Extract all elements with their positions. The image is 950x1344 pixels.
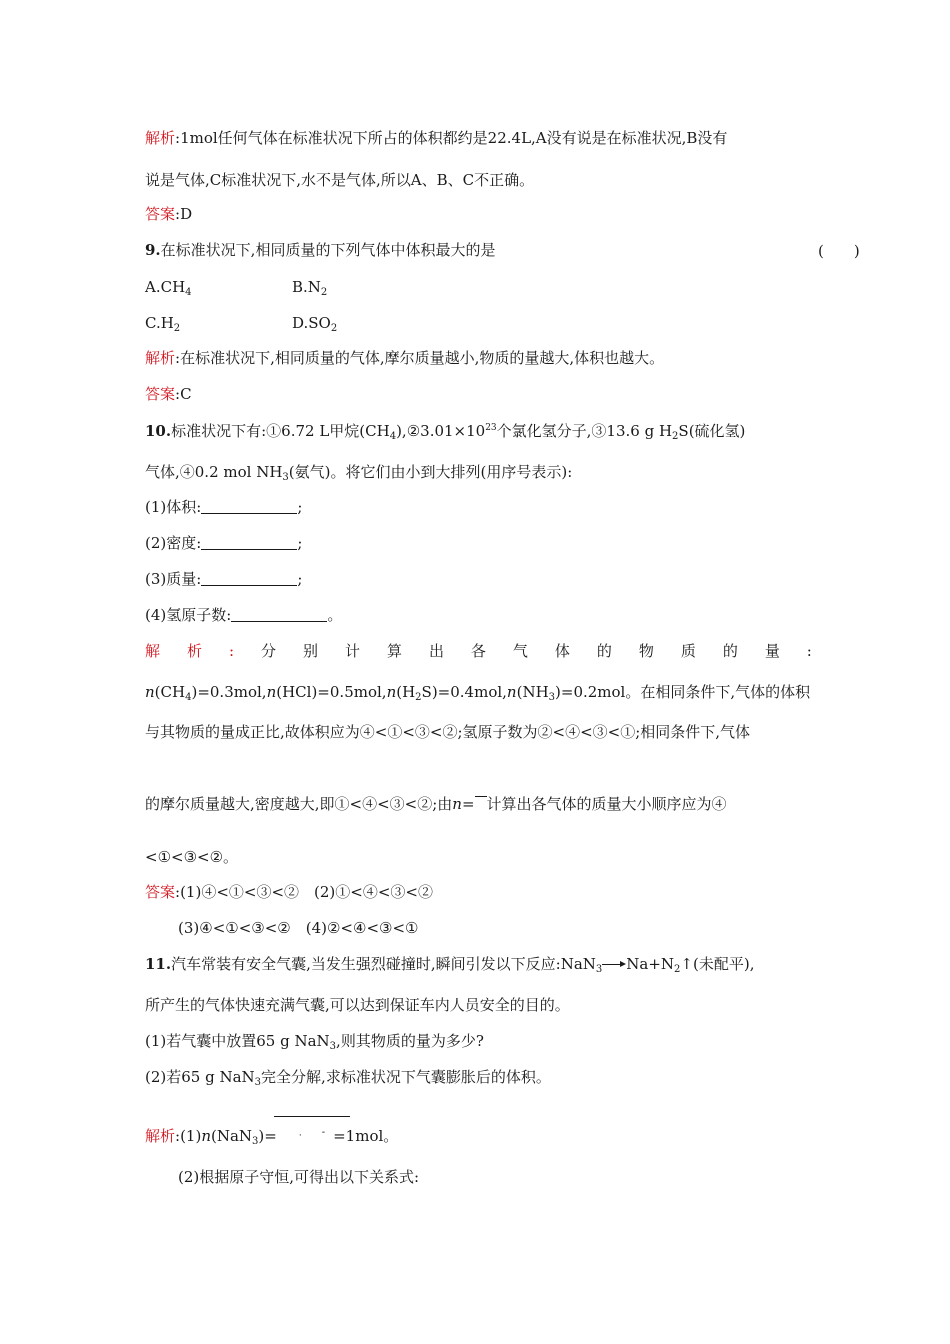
q10-answer-1: :(1)④<①<③<② (2)①<④<③<② [175,883,433,901]
q11-sol-c: )= [258,1127,277,1145]
q11-part-1-a: (1)若气囊中放置65 g NaN [145,1032,330,1050]
q10-part-2-end: ; [297,534,303,552]
q11-part-1-sub: 3 [329,1041,337,1052]
q10-part-2 [145,533,302,553]
q10-part-4-label: (4)氢原子数: [145,606,232,624]
spread-char: 各 [470,642,486,660]
q10-line-f-a: 的摩尔质量越大,密度越大,即①<④<③<②;由 [145,795,453,813]
q10-explanation-line-f [145,794,727,814]
calc-part: (H [396,683,416,701]
spread-char: 算 [386,642,402,660]
spread-char: 解 [145,642,161,660]
q10-part-1-end: ; [297,498,303,516]
q10-part-4-end: 。 [327,606,343,624]
calc-part: )=0.3mol, [191,683,267,701]
answer-label: 答案 [145,883,176,901]
q10-part-3 [145,569,302,589]
q9-option-a-sub: 4 [185,287,192,298]
fraction-dot: · [298,1131,302,1141]
q8-explanation-text: :1mol任何气体在标准状况下所占的体积都约是22.4L,A没有说是在标准状况,B没有 [175,129,728,147]
q9-answer-value: :C [175,385,192,403]
calc-sub: 2 [415,692,422,703]
q11-solution-1 [145,1123,398,1146]
answer-blank[interactable] [231,607,327,622]
q9-option-c-text: C.H [145,314,174,332]
var-n: n [452,795,462,813]
q11-line2-text: 所产生的气体快速充满气囊,可以达到保证车内人员安全的目的。 [145,996,570,1014]
q10-stem-a: 标准状况下有:①6.72 L甲烷(CH [171,422,390,440]
q11-part-2 [145,1067,551,1087]
spread-char: : [806,642,812,660]
q11-part-1-b: ,则其物质的量为多少? [336,1032,484,1050]
q10-line2-sub: 3 [282,472,289,483]
spread-char: 出 [428,642,444,660]
q9-answer-paren: ( ) [818,242,860,260]
q11-sol-sub: 3 [252,1136,259,1147]
q10-answer-line-1 [145,882,433,902]
q9-explanation [145,348,664,368]
q9-option-a [145,277,192,297]
answer-label: 答案 [145,205,176,223]
var-n: n [386,683,397,701]
q10-answer-line-2 [178,918,418,938]
spread-char: 别 [302,642,318,660]
q9-option-a-text: A.CH [145,278,186,296]
q10-stem-line-2 [145,462,572,482]
explanation-label: 解析 [145,129,176,147]
spread-char: 计 [344,642,360,660]
calc-part: (NH [516,683,549,701]
q11-part-1 [145,1031,484,1051]
q10-stem-a-sub: 4 [389,431,397,442]
q11-number: 11. [145,955,172,973]
answer-label: 答案 [145,385,176,403]
answer-blank[interactable] [201,499,297,514]
q9-option-c-sub: 2 [173,323,181,334]
q10-explanation-line-g [145,847,238,867]
q11-stem-c: ↑(未配平), [680,955,755,973]
calc-sub: 3 [548,692,556,703]
q11-sol-b: (NaN [211,1127,253,1145]
q8-answer [145,204,192,224]
q10-part-3-label: (3)质量: [145,570,202,588]
calc-part: (CH [154,683,186,701]
spread-char: 气 [512,642,528,660]
fraction-bar [274,1116,350,1117]
q10-part-3-end: ; [297,570,303,588]
q11-sol-a: :(1) [175,1127,202,1145]
spread-char: 质 [680,642,696,660]
var-n: n [145,683,155,701]
q11-sol2-text: (2)根据原子守恒,可得出以下关系式: [178,1168,420,1186]
q10-part-4 [145,605,342,625]
spread-char: 析 [186,642,202,660]
q9-option-d [292,313,337,333]
q11-part-2-b: 完全分解,求标准状况下气囊膨胀后的体积。 [261,1068,551,1086]
q10-stem-b: ),②3.01×10 [396,422,486,440]
q11-solution-2 [178,1167,419,1187]
q9-option-b-sub: 2 [320,287,328,298]
q10-stem-c: 个氯化氢分子,③13.6 g H [496,422,673,440]
calc-sub: 4 [185,692,192,703]
answer-blank[interactable] [201,535,297,550]
q10-part-2-label: (2)密度: [145,534,202,552]
q10-line-g-text: <①<③<②。 [145,848,239,866]
q10-calc-line [145,682,810,702]
var-n: n [266,683,277,701]
q10-explanation-line-e [145,722,750,742]
q10-line-f-c: 计算出各气体的质量大小顺序应为④ [486,795,727,813]
q10-stem-c-sub: 2 [672,431,679,442]
var-n: n [201,1127,211,1145]
q10-line2-b: (氨气)。将它们由小到大排列(用序号表示): [288,463,573,481]
q10-stem-d: S(硫化氢) [678,422,746,440]
answer-blank[interactable] [201,571,297,586]
q10-part-1 [145,497,302,517]
calc-part: )=0.2mol。在相同条件下,气体的体积 [555,683,811,701]
q9-option-d-sub: 2 [330,323,338,334]
q11-stem-line-2 [145,995,570,1015]
q10-line-e-text: 与其物质的量成正比,故体积应为④<①<③<②;氢原子数为②<④<③<①;相同条件下,气体 [145,723,751,741]
reaction-arrow-icon [602,960,626,970]
spread-char: 物 [638,642,654,660]
q10-stem-b-sup: 23 [485,423,497,433]
fraction-bar [475,796,487,797]
q9-option-d-text: D.SO [292,314,331,332]
explanation-label: 解析 [145,1127,176,1145]
q11-stem [145,954,754,974]
q9-stem-text: 在标准状况下,相同质量的下列气体中体积最大的是 [160,241,496,259]
q11-part-2-sub: 3 [254,1077,262,1088]
q9-answer [145,384,192,404]
q8-explanation-text-2: 说是气体,C标准状况下,水不是气体,所以A、B、C不正确。 [145,171,535,189]
q11-stem-b-sub: 2 [674,964,681,975]
q10-stem [145,421,745,441]
q8-explanation-line-2 [145,170,534,190]
spread-char: : [228,642,235,660]
q9-explanation-text: :在标准状况下,相同质量的气体,摩尔质量越小,物质的量越大,体积也越大。 [175,349,665,367]
calc-part: (HCl)=0.5mol, [276,683,387,701]
q11-stem-a-sub: 3 [595,964,603,975]
explanation-label: 解析 [145,349,176,367]
q11-part-2-a: (2)若65 g NaN [145,1068,255,1086]
q9-option-c [145,313,180,333]
q10-line-f-eq: = [461,795,475,813]
q10-number: 10. [145,422,172,440]
fraction-dash: - [321,1127,326,1138]
calc-part: S)=0.4mol, [421,683,507,701]
q10-line2-a: 气体,④0.2 mol NH [145,463,283,481]
q11-stem-b: Na+N [626,955,675,973]
q8-explanation-line-1 [145,128,727,148]
q8-answer-value: :D [175,205,193,223]
var-n: n [506,683,517,701]
q10-part-1-label: (1)体积: [145,498,202,516]
q10-answer-2: (3)④<①<③<② (4)②<④<③<① [178,919,419,937]
spread-char: 量 [764,642,780,660]
q11-stem-a: 汽车常装有安全气囊,当发生强烈碰撞时,瞬间引发以下反应:NaN [171,955,596,973]
spread-char: 的 [722,642,738,660]
spread-char: 分 [261,642,277,660]
q10-explanation-spread [145,641,812,661]
q9-stem [145,240,495,260]
q9-option-b-text: B.N [292,278,321,296]
q9-number: 9. [145,241,161,259]
spread-char: 体 [554,642,570,660]
q9-option-b [292,277,327,297]
q11-sol-d: =1mol。 [333,1127,399,1145]
spread-char: 的 [596,642,612,660]
